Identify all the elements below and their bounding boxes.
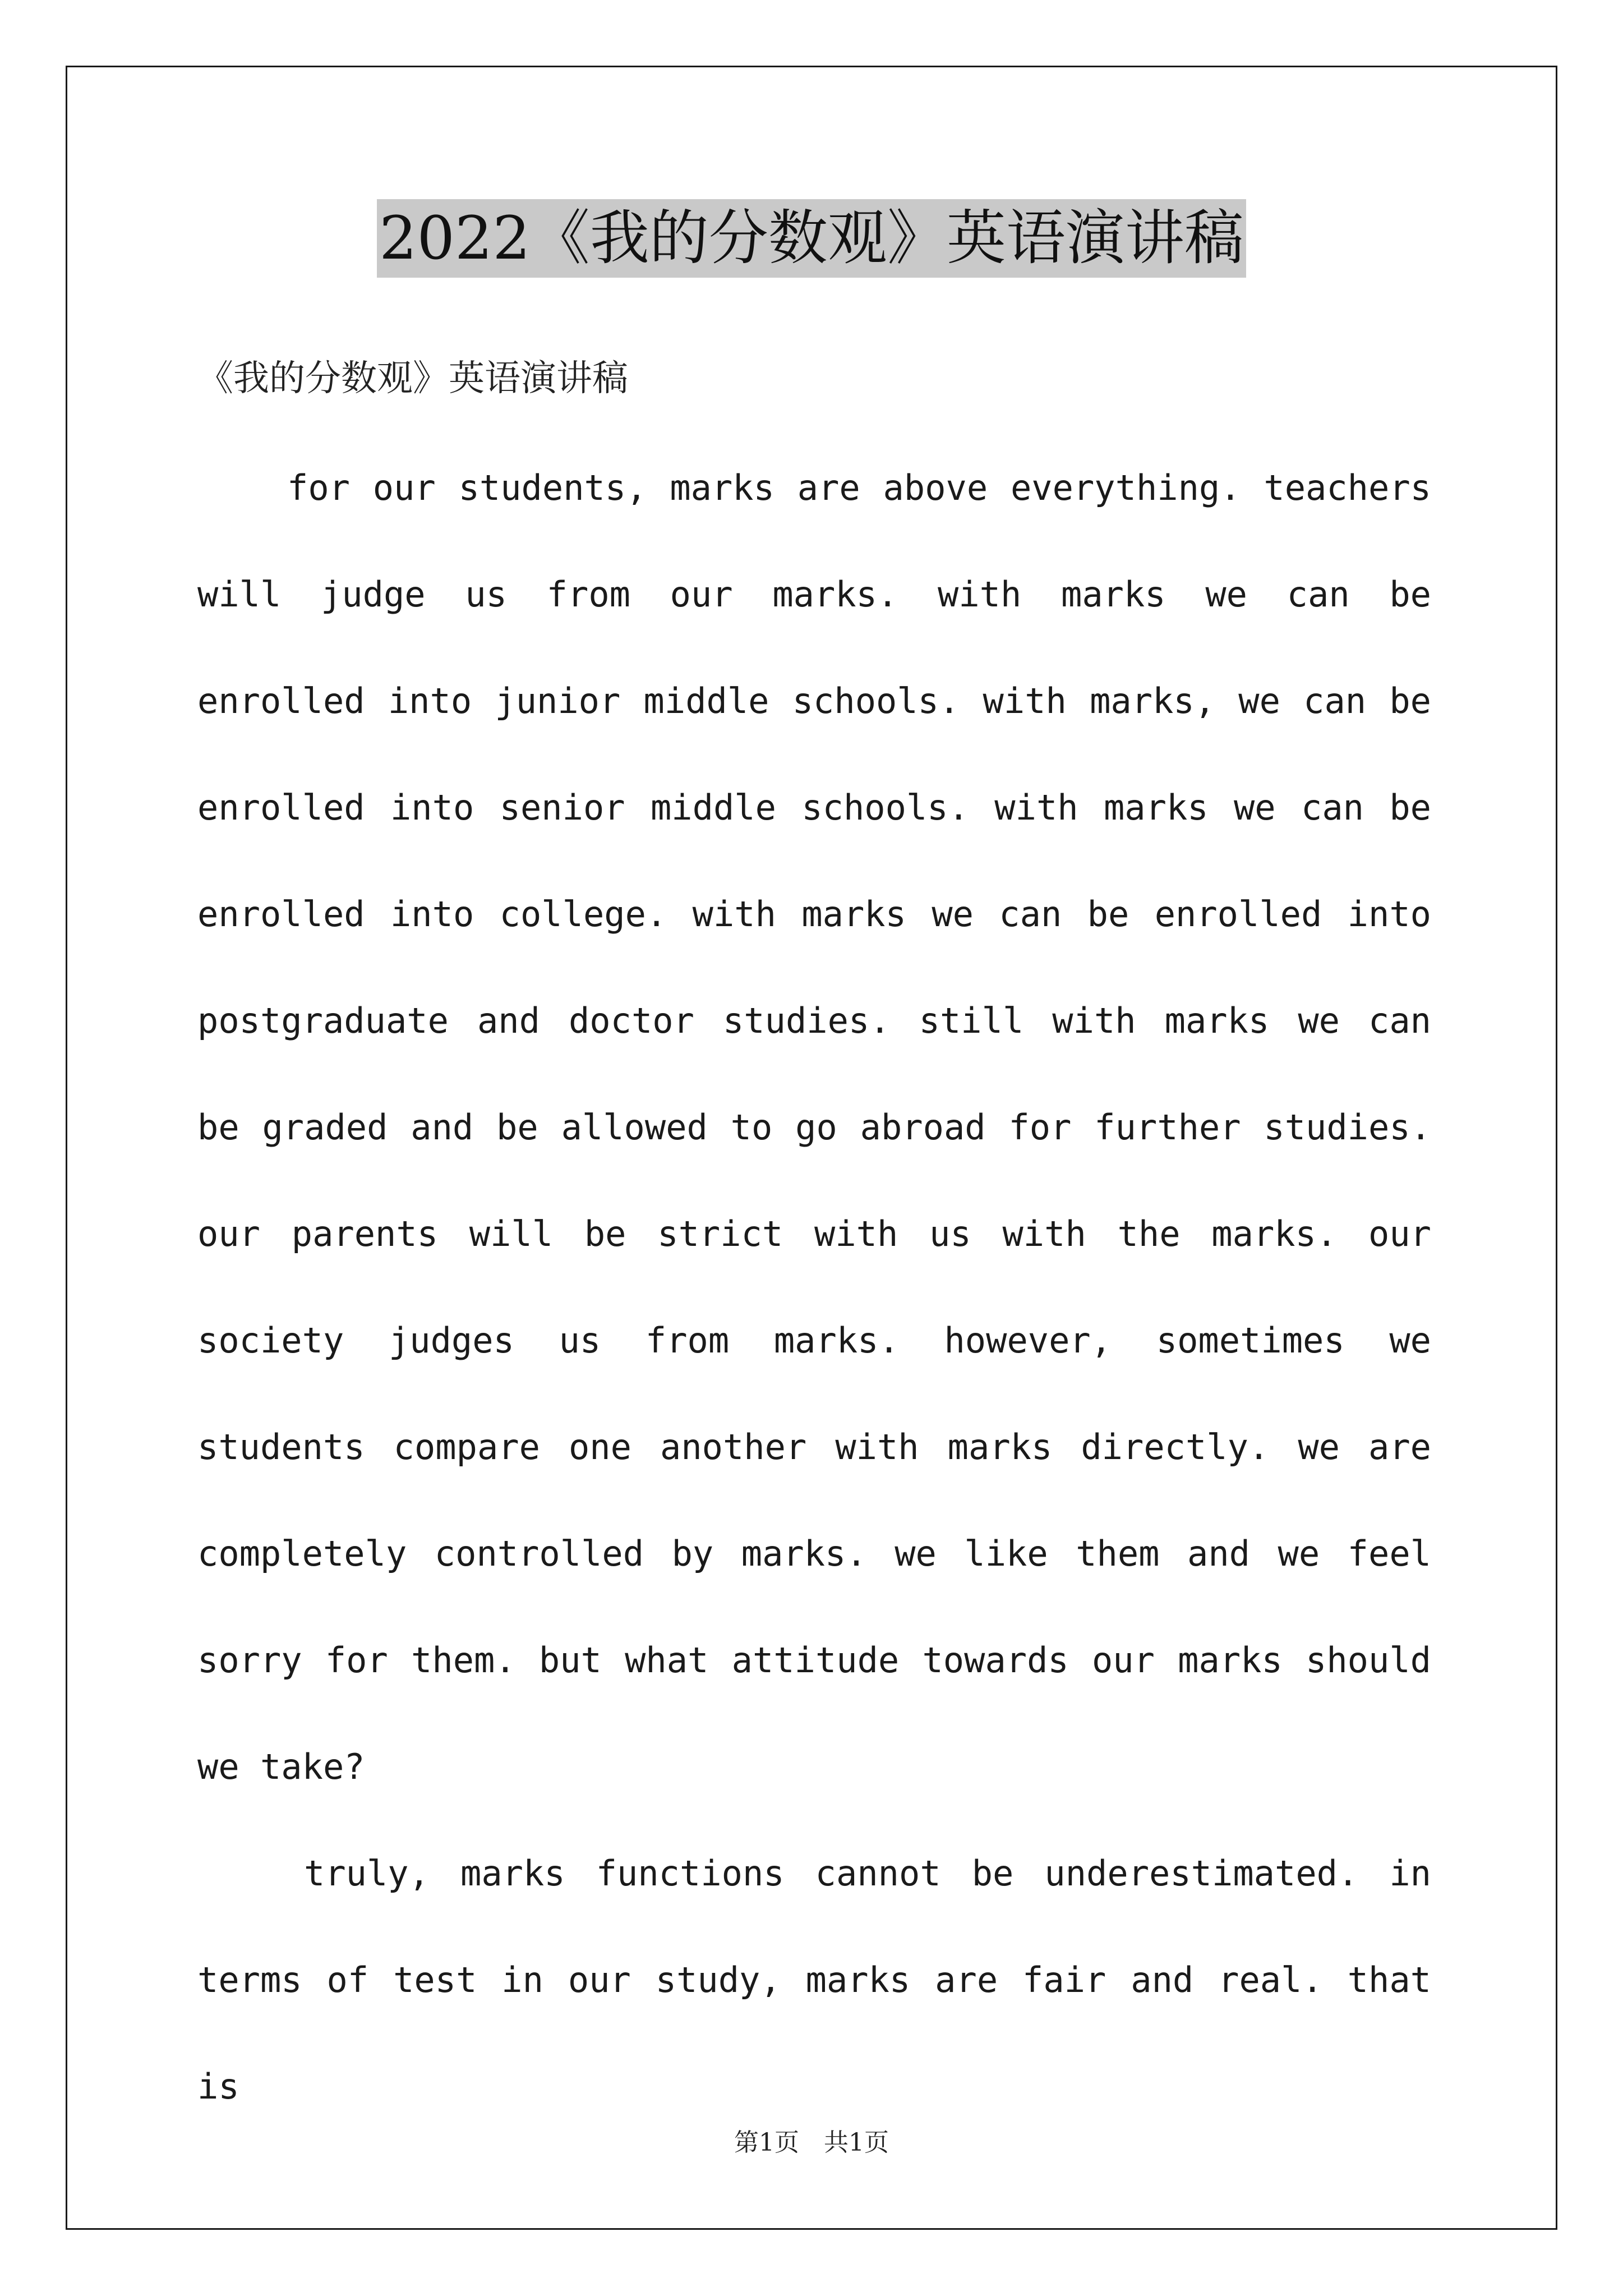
paragraph-1: for our students, marks are above everything. teachers will judge us from our marks. with marks we can be enrolled into junior middle schools. with marks, we can be enrolled into senior middle schools. with marks we can be enrolled into college. with marks we can be enrolled into postgraduate and doctor studies. still with marks we can be graded and be allowed to go abroad for further studies. our parents will be strict with us with the marks. our society judges us from marks. however, sometimes we students compare one another with marks directly. we are completely controlled by marks. we like them and we feel sorry for them. but what attitude towards our marks should we take? bbox=[197, 467, 1431, 1787]
document-subtitle: 《我的分数观》英语演讲稿 bbox=[197, 358, 628, 399]
document-title: 2022《我的分数观》英语演讲稿 bbox=[377, 199, 1246, 278]
title-container bbox=[0, 199, 1623, 278]
paragraph-2: truly, marks functions cannot be underestimated. in terms of test in our study, marks are fair and real. that is bbox=[197, 1853, 1431, 2107]
page-footer: 第1页 共1页 bbox=[734, 2128, 889, 2157]
